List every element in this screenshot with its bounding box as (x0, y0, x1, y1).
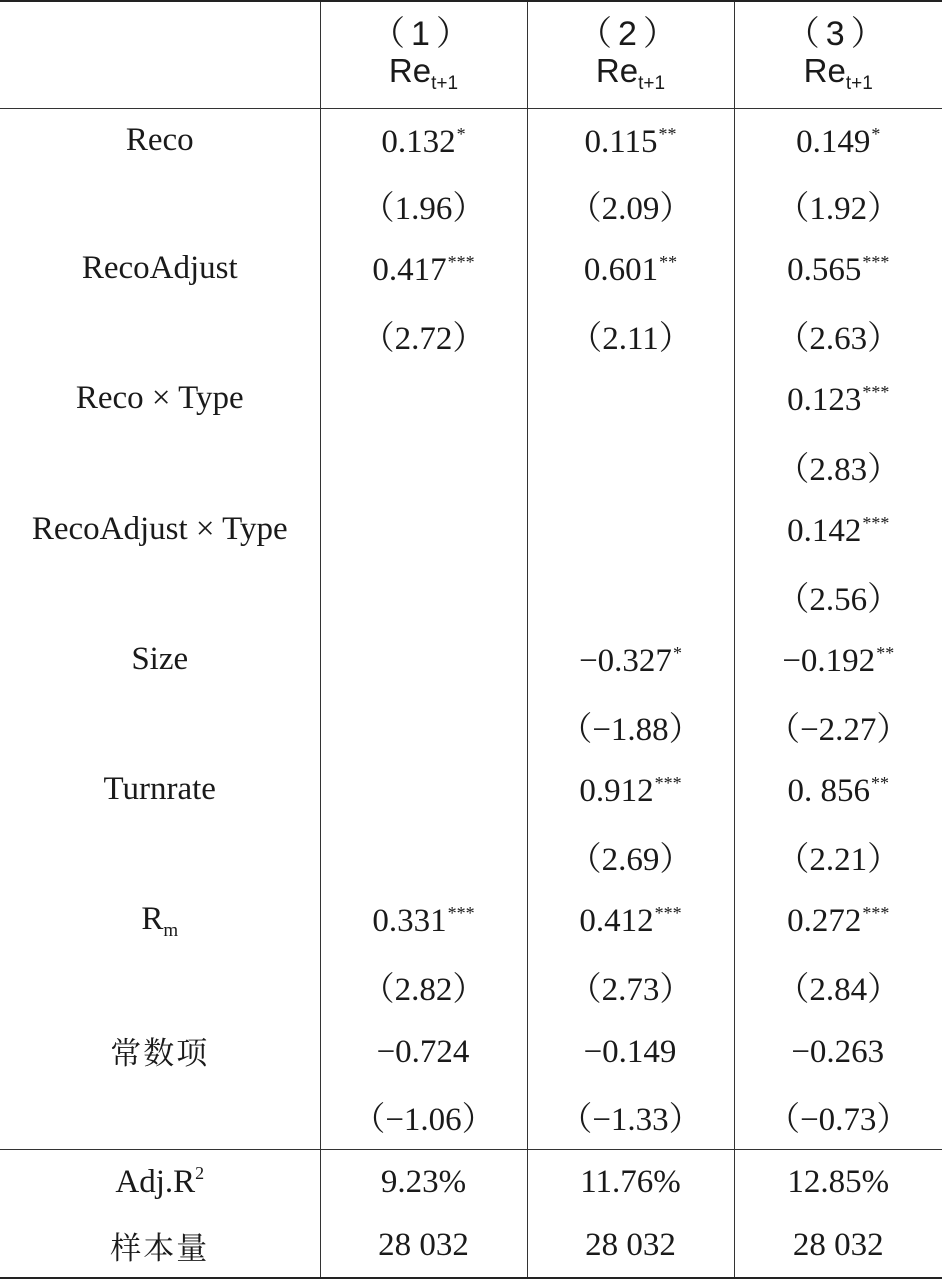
stat-row (0, 1214, 942, 1278)
coefficient-cell (527, 368, 734, 433)
coefficient-cell: −0.724 (320, 1020, 527, 1085)
empty-label (0, 954, 320, 1019)
coefficient-cell: 0.412*** (527, 889, 734, 954)
t-statistic-row (0, 564, 942, 629)
coefficient-row (0, 889, 942, 954)
significance-stars: *** (447, 903, 475, 924)
dependent-variable: $Re_{t+1}$ (595, 52, 666, 95)
coefficient-cell: 0.272*** (734, 889, 942, 954)
t-statistic-cell (320, 824, 527, 889)
coefficient-cell: −0.327* (527, 629, 734, 694)
significance-stars: * (871, 124, 881, 145)
stat-value: 9.23% (320, 1150, 527, 1214)
significance-stars: *** (654, 773, 682, 794)
empty-label (0, 434, 320, 499)
empty-label (0, 824, 320, 889)
t-statistic-cell: （2.63） (734, 303, 942, 368)
significance-stars: *** (862, 903, 890, 924)
coefficient-cell: 0. 856** (734, 759, 942, 824)
coefficient-cell: −0.149 (527, 1020, 734, 1085)
coefficient-row (0, 108, 942, 173)
stat-label: $Adj.R^2$ (0, 1150, 320, 1214)
significance-stars: *** (862, 382, 890, 403)
column-header-1 (320, 1, 527, 108)
coefficient-cell: 0.601** (527, 238, 734, 303)
significance-stars: ** (871, 773, 889, 794)
coefficient-cell: 0.132* (320, 108, 527, 173)
coefficient-cell: 0.331*** (320, 889, 527, 954)
coefficient-row (0, 1020, 942, 1085)
stat-value: 28 032 (734, 1214, 942, 1278)
t-statistic-row (0, 694, 942, 759)
empty-label (0, 1085, 320, 1150)
dependent-variable: $Re_{t+1}$ (803, 52, 873, 95)
t-statistic-row (0, 173, 942, 238)
coefficient-cell: 0.565*** (734, 238, 942, 303)
significance-stars: ** (659, 252, 678, 273)
coefficient-cell: 0.123*** (734, 368, 942, 433)
t-statistic-cell: （−0.73） (734, 1085, 942, 1150)
coefficient-cell (320, 499, 527, 564)
t-statistic-cell: （−1.06） (320, 1085, 527, 1150)
coefficient-cell (320, 368, 527, 433)
variable-label: Size (131, 640, 189, 677)
t-statistic-cell: （2.72） (320, 303, 527, 368)
coefficient-cell: 0.417*** (320, 238, 527, 303)
stat-value: 12.85% (734, 1150, 942, 1214)
variable-label: RecoAdjust (81, 250, 238, 287)
t-statistic-cell (527, 434, 734, 499)
variable-label: Reco (125, 122, 194, 159)
t-statistic-cell: （2.83） (734, 434, 942, 499)
t-statistic-row (0, 303, 942, 368)
significance-stars: *** (654, 903, 682, 924)
coefficient-row (0, 759, 942, 824)
significance-stars: *** (862, 512, 890, 533)
t-statistic-cell: （2.56） (734, 564, 942, 629)
coefficient-row (0, 238, 942, 303)
empty-label (0, 173, 320, 238)
stat-row (0, 1150, 942, 1214)
t-statistic-row (0, 434, 942, 499)
t-statistic-cell: （2.21） (734, 824, 942, 889)
stat-value: 28 032 (320, 1214, 527, 1278)
coefficient-row (0, 368, 942, 433)
t-statistic-cell: （−2.27） (734, 694, 942, 759)
t-statistic-cell: （1.96） (320, 173, 527, 238)
column-number: （2） (578, 15, 683, 54)
dependent-variable: $Re_{t+1}$ (388, 52, 459, 95)
t-statistic-cell: （2.82） (320, 954, 527, 1019)
t-statistic-cell: （−1.88） (527, 694, 734, 759)
t-statistic-cell: （2.09） (527, 173, 734, 238)
column-number: （1） (371, 15, 476, 54)
t-statistic-cell (320, 694, 527, 759)
t-statistic-row (0, 824, 942, 889)
header-label-cell (0, 1, 320, 108)
coefficient-row (0, 629, 942, 694)
variable-label: 常数项 (110, 1035, 210, 1072)
column-header-3 (734, 1, 942, 108)
stat-value: 11.76% (527, 1150, 734, 1214)
column-number: （3） (785, 15, 891, 54)
coefficient-cell: −0.192** (734, 629, 942, 694)
empty-label (0, 564, 320, 629)
stat-value: 28 032 (527, 1214, 734, 1278)
variable-label: Turnrate (103, 771, 216, 808)
t-statistic-cell: （2.84） (734, 954, 942, 1019)
significance-stars: ** (876, 642, 895, 663)
header-row (0, 1, 942, 108)
empty-label (0, 303, 320, 368)
coefficient-cell (320, 759, 527, 824)
coefficient-cell (320, 629, 527, 694)
t-statistic-row (0, 1085, 942, 1150)
coefficient-cell: −0.263 (734, 1020, 942, 1085)
variable-label: Reco × Type (75, 380, 244, 417)
t-statistic-cell (320, 564, 527, 629)
significance-stars: * (672, 642, 682, 663)
significance-stars: *** (862, 252, 890, 273)
t-statistic-cell: （2.11） (527, 303, 734, 368)
coefficient-cell (527, 499, 734, 564)
significance-stars: *** (447, 252, 475, 273)
coefficient-cell: 0.115** (527, 108, 734, 173)
significance-stars: * (456, 124, 466, 145)
column-header-2 (527, 1, 734, 108)
t-statistic-cell: （−1.33） (527, 1085, 734, 1150)
significance-stars: ** (658, 124, 677, 145)
t-statistic-cell: （2.73） (527, 954, 734, 1019)
coefficient-cell: 0.149* (734, 108, 942, 173)
t-statistic-cell: （1.92） (734, 173, 942, 238)
t-statistic-row (0, 954, 942, 1019)
empty-label (0, 694, 320, 759)
coefficient-row (0, 499, 942, 564)
variable-label: RecoAdjust × Type (31, 510, 288, 547)
t-statistic-cell (527, 564, 734, 629)
stat-label: 样本量 (0, 1214, 320, 1278)
t-statistic-cell (320, 434, 527, 499)
coefficient-cell: 0.912*** (527, 759, 734, 824)
t-statistic-cell: （2.69） (527, 824, 734, 889)
coefficient-cell: 0.142*** (734, 499, 942, 564)
variable-label: $R_m$ (141, 901, 179, 942)
